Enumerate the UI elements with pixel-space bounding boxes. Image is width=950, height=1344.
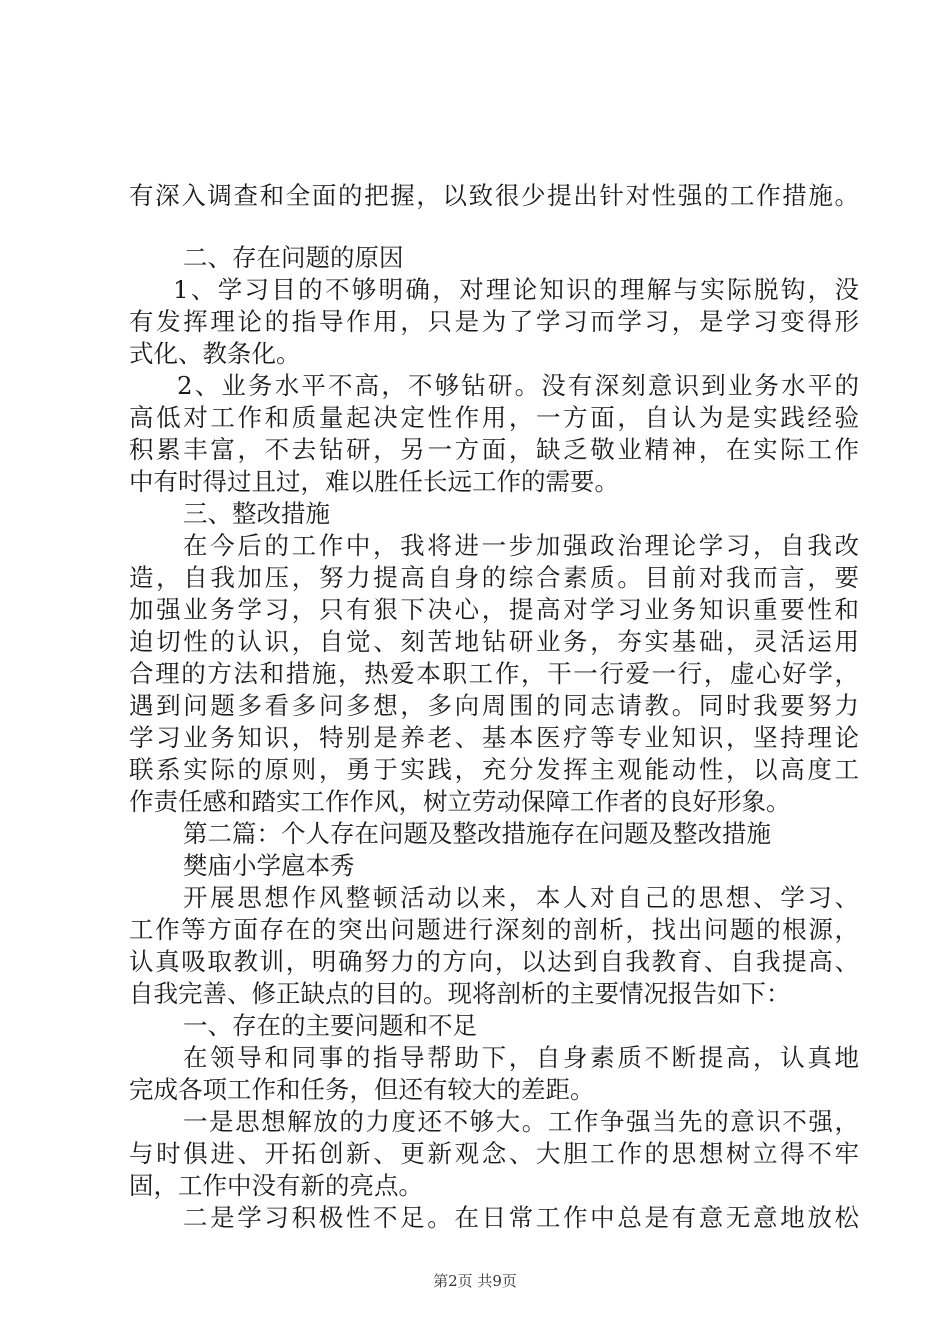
text-line: 学习业务知识，特别是养老、基本医疗等专业知识，坚持理论 xyxy=(129,723,859,752)
author-line: 樊庙小学扈本秀 xyxy=(183,851,355,880)
section-heading: 三、整改措施 xyxy=(183,499,330,528)
text-line: 1、学习目的不够明确，对理论知识的理解与实际脱钩，没 xyxy=(173,275,859,304)
text-line: 式化、教条化。 xyxy=(129,339,301,368)
text-line: 完成各项工作和任务，但还有较大的差距。 xyxy=(129,1075,595,1104)
text-line: 自我完善、修正缺点的目的。现将剖析的主要情况报告如下： xyxy=(129,979,791,1008)
text-line: 一是思想解放的力度还不够大。工作争强当先的意识不强， xyxy=(183,1107,859,1136)
text-line: 高低对工作和质量起决定性作用，一方面，自认为是实践经验 xyxy=(129,403,859,432)
text-line: 有发挥理论的指导作用，只是为了学习而学习，是学习变得形 xyxy=(129,307,859,336)
section-heading: 二、存在问题的原因 xyxy=(183,243,404,272)
text-line: 作责任感和踏实工作作风，树立劳动保障工作者的良好形象。 xyxy=(129,787,791,816)
paragraph-gap xyxy=(129,212,859,242)
text-line: 合理的方法和措施，热爱本职工作，干一行爱一行，虚心好学， xyxy=(129,659,859,688)
chapter-title: 第二篇：个人存在问题及整改措施存在问题及整改措施 xyxy=(183,819,771,848)
text-line: 积累丰富，不去钻研，另一方面，缺乏敬业精神，在实际工作 xyxy=(129,435,859,464)
text-line: 与时俱进、开拓创新、更新观念、大胆工作的思想树立得不牢 xyxy=(129,1139,859,1168)
text-line: 二是学习积极性不足。在日常工作中总是有意无意地放松 xyxy=(183,1203,859,1232)
page-footer: 第2页 共9页 xyxy=(433,1272,517,1290)
text-line: 迫切性的认识，自觉、刻苦地钻研业务，夯实基础，灵活运用 xyxy=(129,627,859,656)
text-line: 在领导和同事的指导帮助下，自身素质不断提高，认真地 xyxy=(183,1043,859,1072)
section-heading: 一、存在的主要问题和不足 xyxy=(183,1011,477,1040)
text-line: 认真吸取教训，明确努力的方向，以达到自我教育、自我提高、 xyxy=(129,947,859,976)
text-line: 联系实际的原则，勇于实践，充分发挥主观能动性，以高度工 xyxy=(129,755,859,784)
text-line: 在今后的工作中，我将进一步加强政治理论学习，自我改 xyxy=(183,531,859,560)
text-line: 中有时得过且过，难以胜任长远工作的需要。 xyxy=(129,467,619,496)
text-line: 遇到问题多看多问多想，多向周围的同志请教。同时我要努力 xyxy=(129,691,859,720)
text-line: 固，工作中没有新的亮点。 xyxy=(129,1171,423,1200)
text-line: 加强业务学习，只有狠下决心，提高对学习业务知识重要性和 xyxy=(129,595,859,624)
text-line: 造，自我加压，努力提高自身的综合素质。目前对我而言，要 xyxy=(129,563,859,592)
document-body xyxy=(129,180,859,1234)
text-line: 2、业务水平不高，不够钻研。没有深刻意识到业务水平的 xyxy=(177,371,859,400)
text-line: 开展思想作风整顿活动以来，本人对自己的思想、学习、 xyxy=(183,883,859,912)
text-line: 有深入调查和全面的把握，以致很少提出针对性强的工作措施。 xyxy=(129,181,859,210)
text-line: 工作等方面存在的突出问题进行深刻的剖析，找出问题的根源， xyxy=(129,915,859,944)
